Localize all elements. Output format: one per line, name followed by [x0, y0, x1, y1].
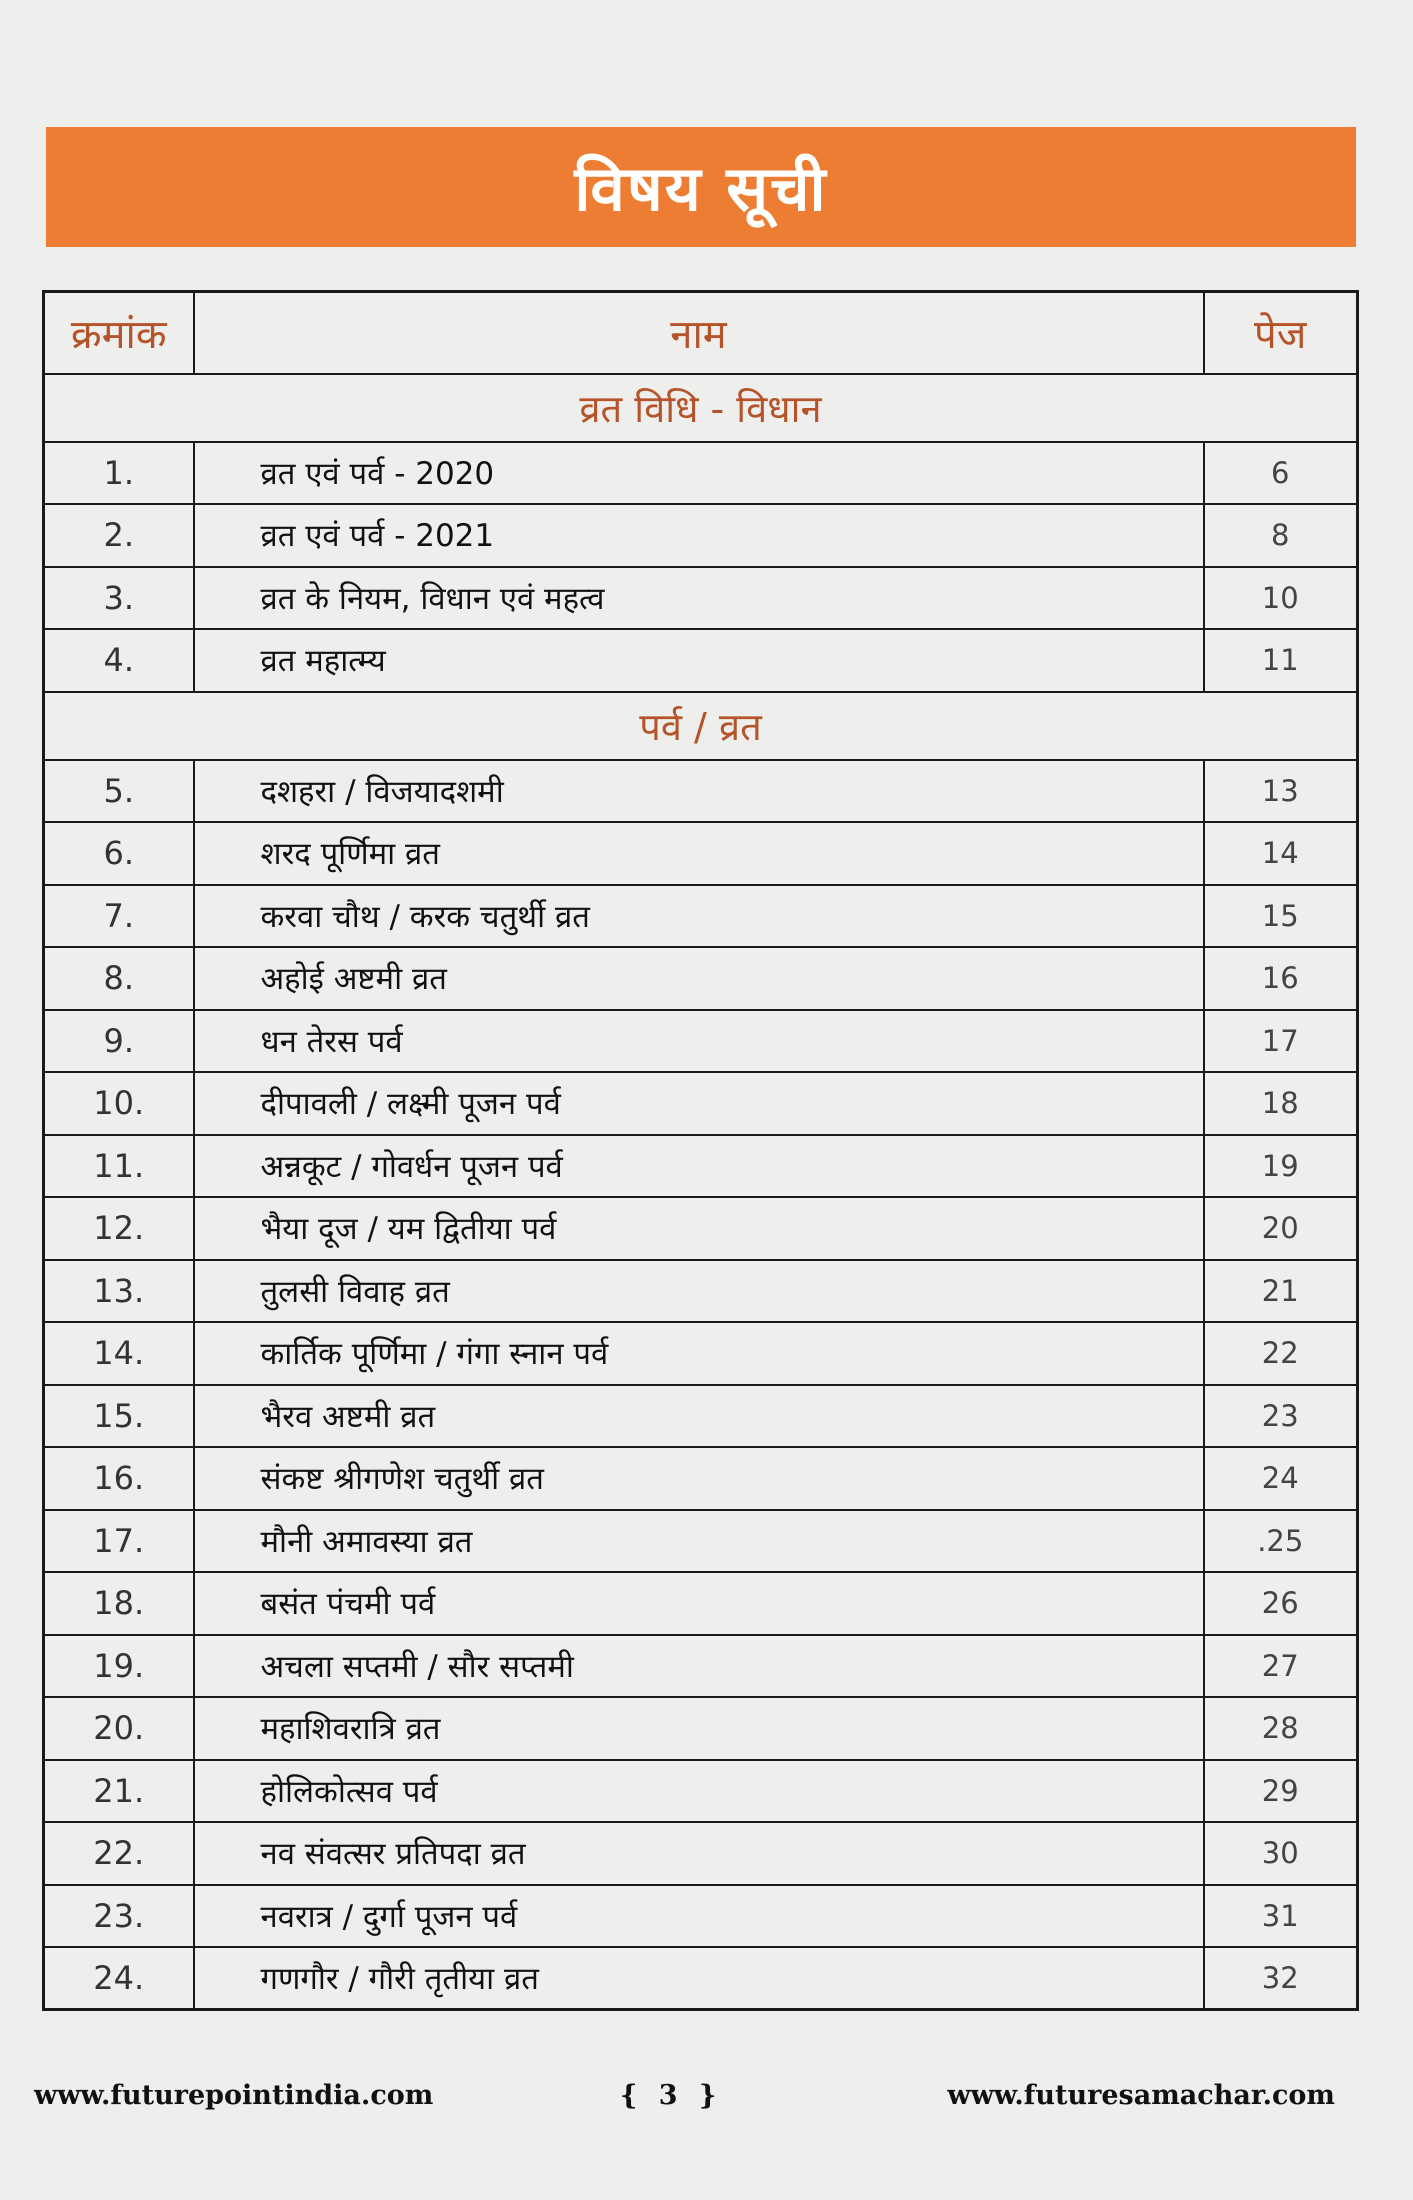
- row-title: भैया दूज / यम द्वितीया पर्व: [194, 1197, 1204, 1260]
- row-number: 21.: [44, 1760, 194, 1823]
- row-number: 13.: [44, 1260, 194, 1323]
- table-row: [44, 1822, 1358, 1885]
- table-header-row: [44, 292, 1358, 374]
- row-page: 11: [1204, 629, 1358, 692]
- row-title: महाशिवरात्रि व्रत: [194, 1697, 1204, 1760]
- table-row: [44, 504, 1358, 567]
- row-page: 18: [1204, 1072, 1358, 1135]
- row-page: 27: [1204, 1635, 1358, 1698]
- section-heading: व्रत विधि - विधान: [44, 374, 1358, 442]
- footer-website-left[interactable]: www.futurepointindia.com: [34, 2080, 434, 2111]
- table-row: [44, 760, 1358, 823]
- table-row: [44, 1197, 1358, 1260]
- table-row: [44, 1947, 1358, 2010]
- row-number: 6.: [44, 822, 194, 885]
- row-title: अचला सप्तमी / सौर सप्तमी: [194, 1635, 1204, 1698]
- row-title: संकष्ट श्रीगणेश चतुर्थी व्रत: [194, 1447, 1204, 1510]
- table-row: [44, 885, 1358, 948]
- row-title: शरद पूर्णिमा व्रत: [194, 822, 1204, 885]
- row-title: नवरात्र / दुर्गा पूजन पर्व: [194, 1885, 1204, 1948]
- row-number: 2.: [44, 504, 194, 567]
- row-page: 31: [1204, 1885, 1358, 1948]
- row-number: 1.: [44, 442, 194, 505]
- row-page: 26: [1204, 1572, 1358, 1635]
- table-row: [44, 1385, 1358, 1448]
- row-title: भैरव अष्टमी व्रत: [194, 1385, 1204, 1448]
- page-footer: [0, 2080, 1413, 2120]
- table-row: [44, 1510, 1358, 1573]
- row-number: 10.: [44, 1072, 194, 1135]
- title-banner: [46, 127, 1356, 247]
- row-number: 23.: [44, 1885, 194, 1948]
- table-row: [44, 567, 1358, 630]
- row-page: 23: [1204, 1385, 1358, 1448]
- table-row: [44, 947, 1358, 1010]
- row-page: 30: [1204, 1822, 1358, 1885]
- row-number: 22.: [44, 1822, 194, 1885]
- row-page: 24: [1204, 1447, 1358, 1510]
- row-title: व्रत एवं पर्व - 2021: [194, 504, 1204, 567]
- row-page: 15: [1204, 885, 1358, 948]
- row-number: 5.: [44, 760, 194, 823]
- row-number: 7.: [44, 885, 194, 948]
- section-heading: पर्व / व्रत: [44, 692, 1358, 760]
- row-title: गणगौर / गौरी तृतीया व्रत: [194, 1947, 1204, 2010]
- row-title: व्रत के नियम, विधान एवं महत्व: [194, 567, 1204, 630]
- row-page: 8: [1204, 504, 1358, 567]
- table-row: [44, 1072, 1358, 1135]
- table-row: [44, 1010, 1358, 1073]
- table-row: [44, 1135, 1358, 1198]
- row-page: .25: [1204, 1510, 1358, 1573]
- row-number: 19.: [44, 1635, 194, 1698]
- row-title: अहोई अष्टमी व्रत: [194, 947, 1204, 1010]
- table-row: [44, 629, 1358, 692]
- table-row: [44, 1885, 1358, 1948]
- table-row: [44, 1260, 1358, 1323]
- footer-website-right[interactable]: www.futuresamachar.com: [947, 2080, 1335, 2111]
- row-page: 16: [1204, 947, 1358, 1010]
- row-title: करवा चौथ / करक चतुर्थी व्रत: [194, 885, 1204, 948]
- row-number: 4.: [44, 629, 194, 692]
- table-row: [44, 1322, 1358, 1385]
- row-number: 12.: [44, 1197, 194, 1260]
- row-page: 17: [1204, 1010, 1358, 1073]
- row-title: मौनी अमावस्या व्रत: [194, 1510, 1204, 1573]
- section-heading-row: [44, 692, 1358, 760]
- row-number: 24.: [44, 1947, 194, 2010]
- table-row: [44, 1447, 1358, 1510]
- contents-table: [42, 290, 1359, 2011]
- row-number: 17.: [44, 1510, 194, 1573]
- row-number: 14.: [44, 1322, 194, 1385]
- row-title: दशहरा / विजयादशमी: [194, 760, 1204, 823]
- row-title: बसंत पंचमी पर्व: [194, 1572, 1204, 1635]
- table-row: [44, 1572, 1358, 1635]
- row-page: 29: [1204, 1760, 1358, 1823]
- row-page: 19: [1204, 1135, 1358, 1198]
- column-header-page: पेज: [1204, 292, 1358, 374]
- row-number: 3.: [44, 567, 194, 630]
- page-number: { 3 }: [620, 2080, 723, 2111]
- row-number: 9.: [44, 1010, 194, 1073]
- row-number: 15.: [44, 1385, 194, 1448]
- row-page: 14: [1204, 822, 1358, 885]
- row-number: 11.: [44, 1135, 194, 1198]
- page-title: विषय सूची: [574, 152, 828, 225]
- row-number: 20.: [44, 1697, 194, 1760]
- row-page: 20: [1204, 1197, 1358, 1260]
- row-title: व्रत महात्म्य: [194, 629, 1204, 692]
- row-page: 13: [1204, 760, 1358, 823]
- row-page: 21: [1204, 1260, 1358, 1323]
- row-title: नव संवत्सर प्रतिपदा व्रत: [194, 1822, 1204, 1885]
- contents-table-body: [44, 374, 1358, 2010]
- row-page: 32: [1204, 1947, 1358, 2010]
- row-title: दीपावली / लक्ष्मी पूजन पर्व: [194, 1072, 1204, 1135]
- row-page: 10: [1204, 567, 1358, 630]
- column-header-name: नाम: [194, 292, 1204, 374]
- row-title: धन तेरस पर्व: [194, 1010, 1204, 1073]
- row-title: कार्तिक पूर्णिमा / गंगा स्नान पर्व: [194, 1322, 1204, 1385]
- table-row: [44, 1635, 1358, 1698]
- table-row: [44, 1760, 1358, 1823]
- section-heading-row: [44, 374, 1358, 442]
- row-page: 28: [1204, 1697, 1358, 1760]
- table-row: [44, 822, 1358, 885]
- row-number: 16.: [44, 1447, 194, 1510]
- row-page: 22: [1204, 1322, 1358, 1385]
- table-row: [44, 1697, 1358, 1760]
- row-title: अन्नकूट / गोवर्धन पूजन पर्व: [194, 1135, 1204, 1198]
- row-number: 8.: [44, 947, 194, 1010]
- table-row: [44, 442, 1358, 505]
- row-number: 18.: [44, 1572, 194, 1635]
- row-title: होलिकोत्सव पर्व: [194, 1760, 1204, 1823]
- column-header-serial: क्रमांक: [44, 292, 194, 374]
- row-title: तुलसी विवाह व्रत: [194, 1260, 1204, 1323]
- row-title: व्रत एवं पर्व - 2020: [194, 442, 1204, 505]
- row-page: 6: [1204, 442, 1358, 505]
